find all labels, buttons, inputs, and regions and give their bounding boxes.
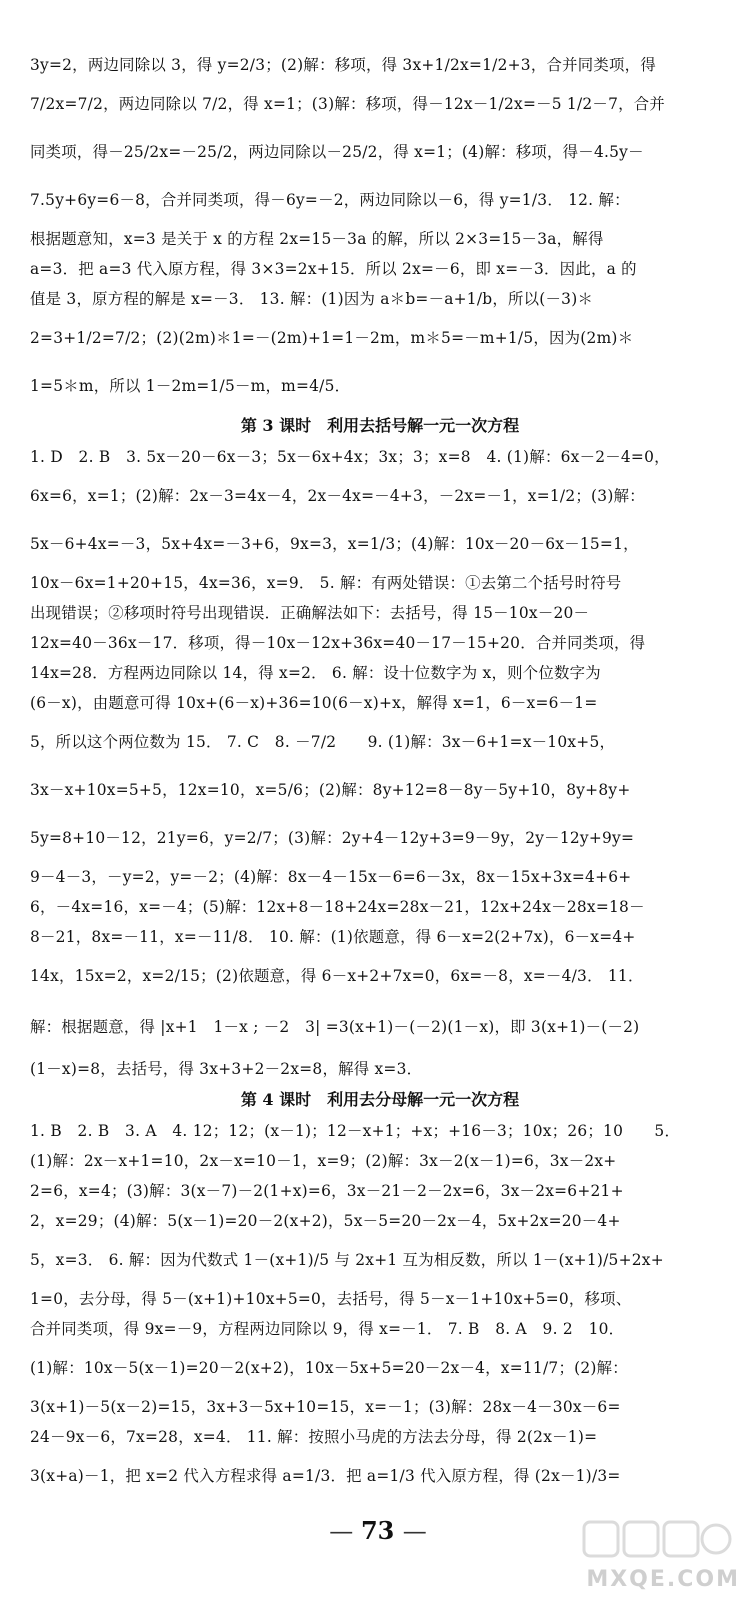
text-line: 24－9x－6，7x=28，x=4． 11. 解：按照小马虎的方法去分母，得 2(2x－1)= [30,1428,598,1446]
text-line: 1. B 2. B 3. A 4. 12；12；(x－1)；12－x+1；+x；+16－3；10x；26；10 5． [30,1122,681,1140]
text-line: 5，所以这个两位数为 15． 7. C 8. －7/2 9. (1)解：3x－6+1=x－10x+5， [30,733,616,751]
section-heading: 第 4 课时 利用去分母解一元一次方程 [240,1090,520,1109]
text-line: 9－4－3，－y=2，y=－2；(4)解：8x－4－15x－6=6－3x，8x－15x+3x=4+6+ [30,868,632,886]
text-line: 值是 3，原方程的解是 x=－3． 13. 解：(1)因为 a＊b=－a+1/b，所以(－3)＊ [30,290,594,308]
text-line: 3(x+a)－1，把 x=2 代入方程求得 a=1/3．把 a=1/3 代入原方程，得 (2x－1)/3= [30,1467,621,1485]
text-line: 7/2x=7/2，两边同除以 7/2，得 x=1；(3)解：移项，得－12x－1/2x=－5 1/2－7，合并 [30,95,666,113]
text-line: 6x=6，x=1；(2)解：2x－3=4x－4，2x－4x=－4+3，－2x=－1，x=1/2；(3)解： [30,487,645,505]
text-line: 2=3+1/2=7/2；(2)(2m)＊1=－(2m)+1=1－2m，m＊5=－m+1/5，因为(2m)＊ [30,329,634,347]
text-line: 8－21，8x=－11，x=－11/8． 10. 解：(1)依题意，得 6－x=2(2+7x)，6－x=4+ [30,928,636,946]
text-line: a=3．把 a=3 代入原方程，得 3×3=2x+15．所以 2x=－6，即 x=－3．因此，a 的 [30,260,637,278]
text-line: 解：根据题意，得 |x+1 1－x ; －2 3| =3(x+1)－(－2)(1－x)，即 3(x+1)－(－2) [30,1018,640,1036]
text-line: 3x－x+10x=5+5，12x=10，x=5/6；(2)解：8y+12=8－8y－5y+10，8y+8y+ [30,781,631,799]
text-line: 出现错误；②移项时符号出现错误．正确解法如下：去括号，得 15－10x－20－ [30,604,590,622]
text-line: 5，x=3． 6. 解：因为代数式 1－(x+1)/5 与 2x+1 互为相反数，所以 1－(x+1)/5+2x+ [30,1251,664,1269]
text-line: 合并同类项，得 9x=－9，方程两边同除以 9，得 x=－1． 7. B 8. A 9. 2 10． [30,1320,625,1338]
text-line: 2，x=29；(4)解：5(x－1)=20－2(x+2)，5x－5=20－2x－4，5x+2x=20－4+ [30,1212,621,1230]
text-line: 12x=40－36x－17．移项，得－10x－12x+36x=40－17－15+20．合并同类项，得 [30,634,646,652]
text-line: 1=0，去分母，得 5－(x+1)+10x+5=0，去括号，得 5－x－1+10x+5=0，移项、 [30,1290,632,1308]
text-line: 3(x+1)－5(x－2)=15，3x+3－5x+10=15，x=－1；(3)解：28x－4－30x－6= [30,1398,621,1416]
page-number-value: 73 [360,1516,395,1545]
text-line: 5y=8+10－12，21y=6，y=2/7；(3)解：2y+4－12y+3=9－9y，2y－12y+9y= [30,829,635,847]
text-line: 14x，15x=2，x=2/15；(2)依题意，得 6－x+2+7x=0，6x=－8，x=－4/3． 11． [30,967,644,985]
text-line: 1=5＊m，所以 1－2m=1/5－m，m=4/5． [30,377,351,395]
answer-page [30,50,730,1500]
page-number-dash-left: — [329,1517,361,1545]
text-line: (1)解：2x－x+1=10，2x－x=10－1，x=9；(2)解：3x－2(x－1)=6，3x－2x+ [30,1152,617,1170]
text-line: 6，－4x=16，x=－4；(5)解：12x+8－18+24x=28x－21，12x+24x－28x=18－ [30,898,645,916]
text-line: 7.5y+6y=6－8，合并同类项，得－6y=－2，两边同除以－6，得 y=1/3． 12. 解： [30,191,630,209]
text-line: (1)解：10x－5(x－1)=20－2(x+2)，10x－5x+5=20－2x－4，x=11/7；(2)解： [30,1359,628,1377]
watermark-text: MXQE.COM [586,1567,740,1592]
watermark-logo-icon [582,1518,732,1564]
text-line: 10x－6x=1+20+15，4x=36，x=9． 5. 解：有两处错误：①去第二个括号时符号 [30,574,622,592]
text-line: 根据题意知，x=3 是关于 x 的方程 2x=15－3a 的解，所以 2×3=15－3a，解得 [30,230,604,248]
text-line: 1. D 2. B 3. 5x－20－6x－3；5x－6x+4x；3x；3；x=8 4. (1)解：6x－2－4=0， [30,448,670,466]
text-line: 2=6，x=4；(3)解：3(x－7)－2(1+x)=6，3x－21－2－2x=6，3x－2x=6+21+ [30,1182,624,1200]
section-heading: 第 3 课时 利用去括号解一元一次方程 [240,416,520,435]
text-line: (1－x)=8，去括号，得 3x+3+2－2x=8，解得 x=3． [30,1060,423,1078]
text-line: 5x－6+4x=－3，5x+4x=－3+6，9x=3，x=1/3；(4)解：10x－20－6x－15=1， [30,535,639,553]
text-line: (6－x)，由题意可得 10x+(6－x)+36=10(6－x)+x，解得 x=1，6－x=6－1= [30,694,598,712]
text-line: 3y=2，两边同除以 3，得 y=2/3；(2)解：移项，得 3x+1/2x=1/2+3，合并同类项，得 [30,56,656,74]
page-number-dash-right: — [402,1517,427,1545]
text-line: 同类项，得－25/2x=－25/2，两边同除以－25/2，得 x=1；(4)解：移项，得－4.5y－ [30,143,644,161]
text-line: 14x=28．方程两边同除以 14，得 x=2． 6. 解：设十位数字为 x，则个位数字为 [30,664,601,682]
